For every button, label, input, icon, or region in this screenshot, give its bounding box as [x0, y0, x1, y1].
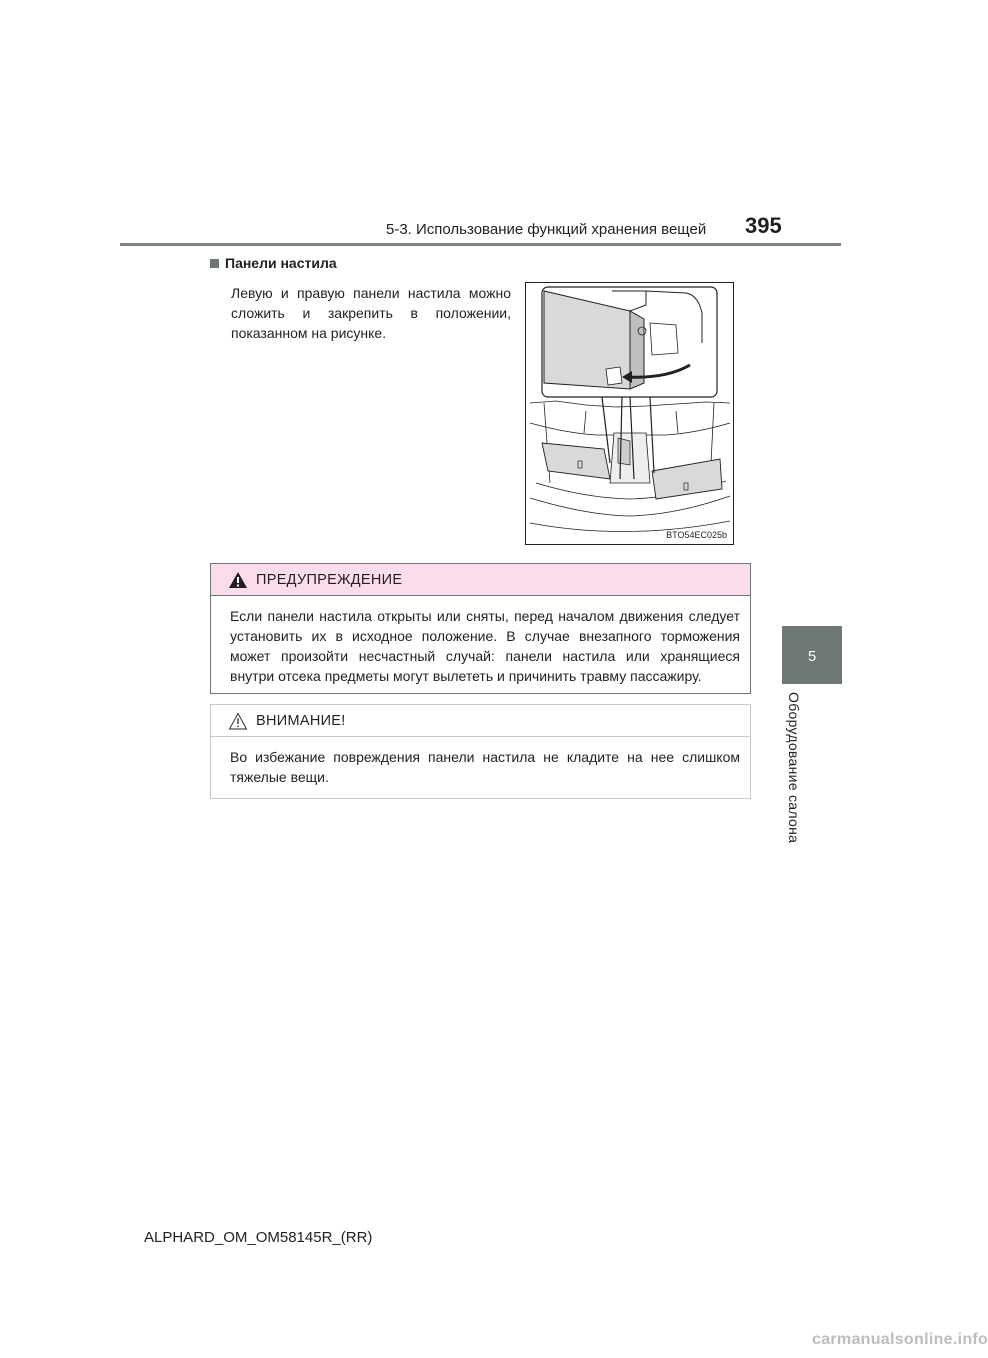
warning-title: ПРЕДУПРЕЖДЕНИЕ [256, 571, 403, 588]
section-heading [210, 255, 337, 271]
page-number: 395 [745, 213, 782, 238]
watermark[interactable]: carmanualsonline.info [812, 1331, 988, 1348]
chapter-tab[interactable] [782, 626, 842, 684]
section-heading-text: Панели настила [225, 255, 337, 271]
caution-triangle-icon [228, 712, 248, 730]
caution-header [211, 705, 750, 737]
footer-document-code: ALPHARD_OM_OM58145R_(RR) [144, 1229, 373, 1246]
figure-code: BTO54EC025b [666, 530, 727, 540]
warning-header [211, 564, 750, 596]
deck-board-illustration [525, 282, 734, 545]
header-section-title: 5-3. Использование функций хранения вещей [386, 221, 707, 238]
header-rule [120, 243, 841, 246]
warning-triangle-icon [228, 571, 248, 589]
chapter-title: Оборудование салона [786, 692, 802, 844]
section-body-text: Левую и правую панели настила можно сложить и закрепить в положении, показанном на рисунке. [231, 285, 511, 341]
deck-board-drawing [526, 283, 733, 544]
caution-text: Во избежание повреждения панели настила не кладите на нее слишком тяжелые вещи. [230, 749, 740, 785]
caution-box [210, 704, 751, 799]
caution-title: ВНИМАНИЕ! [256, 712, 346, 729]
warning-text: Если панели настила открыты или сняты, перед началом движения следует установить их в исходное положение. В случае внезапного торможения может произойти несчастный случай: панели настила или хранящиеся внутри отсека предметы могут вылететь и причинить травму пассажиру. [230, 608, 740, 684]
bullet-square-icon [210, 259, 219, 268]
chapter-tab-number: 5 [807, 648, 817, 665]
warning-box [210, 563, 751, 694]
